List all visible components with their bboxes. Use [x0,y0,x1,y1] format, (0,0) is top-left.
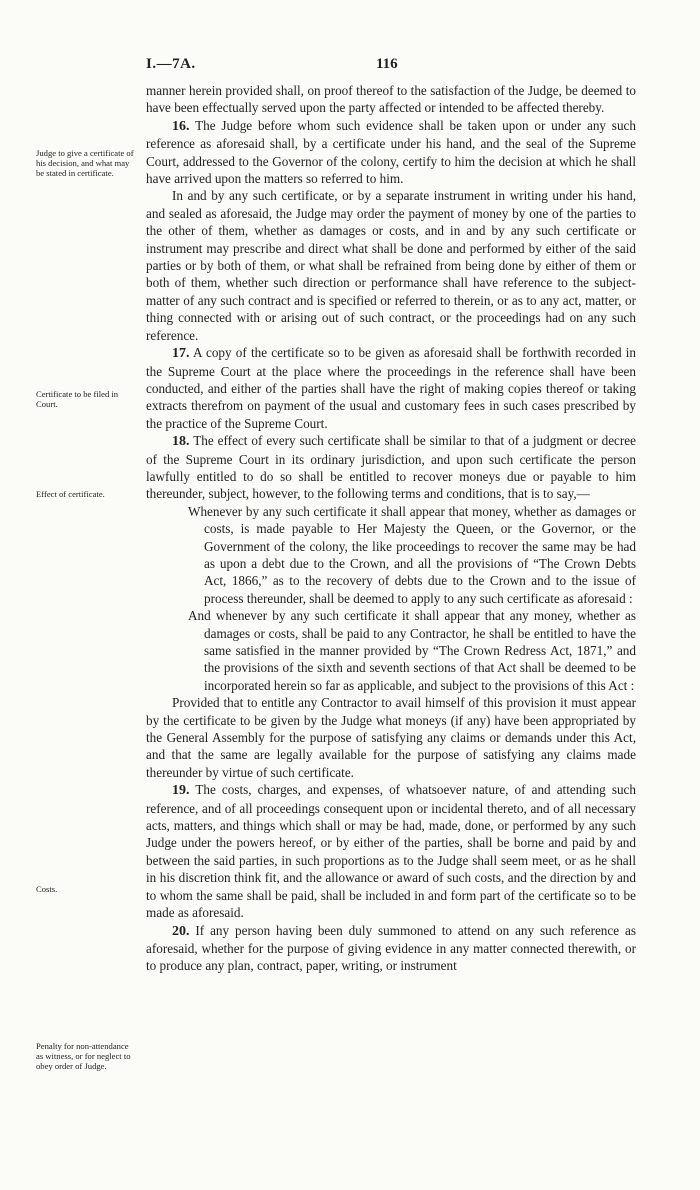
section-20-text: If any person having been duly summoned to attend on any such reference as aforesaid, whether for the purpose of giving evidence in any matter connected therewith, or to produce any plan, contract, paper, writing, or instrument [146,922,636,974]
section-16-paragraph-2: In and by any such certificate, or by a separate instrument in writing under his hand, and sealed as aforesaid, the Judge may order the payment of money by one of the parties to the other of them, whether as damages or costs, and in and by any such certificate or instrument may prescribe and direct what shall be done and performed by either of the said parties or by both of them, or what shall be refrained from being done by either of them or both of them, whether such direction or performance shall have reference to the subject-matter of any such contract and is specified or referred to therein, or as to any act, matter, or thing connected with or arising out of such contract, or the proceedings had on any such reference. [146,188,636,343]
side-note-section-16: Judge to give a certificate of his decision, and what may be stated in certificate. [36,148,134,178]
section-19 [146,781,636,921]
document-body [146,82,636,975]
side-note-section-17: Certificate to be filed in Court. [36,389,119,409]
section-17 [146,344,636,432]
document-reference: I.—7A. [146,56,196,72]
section-18-text: The effect of every such certificate shall be similar to that of a judgment or decree of the Supreme Court in its ordinary jurisdiction, and upon such certificate the person lawfully entitled to do so shall be entitled to recover moneys due or payable to him thereunder, subject, however, to the following terms and conditions, that is to say,— [146,433,636,502]
section-16-text: The Judge before whom such evidence shall be taken upon or under any such reference as aforesaid shall, by a certificate under his hand, and the seal of the Supreme Court, addressed to the Governor of the colony, certify to him the decision at which he shall have arrived upon the matters so referred to him. [146,117,636,187]
section-18-number: 18. [172,434,190,450]
section-16-number: 16. [172,118,190,134]
section-20 [146,922,636,975]
section-18-clause-1: Whenever by any such certificate it shall appear that money, whether as damages or costs, is made payable to Her Majesty the Queen, or the Governor, or the Government of the colony, the like proceedings to recover the same may be had as upon a debt due to the Crown, and all the provisions of “The Crown Debts Act, 1866,” as to the recovery of debts due to the Crown and to the issue of process thereunder, shall be deemed to apply to any such certificate as aforesaid : [188,503,636,606]
section-17-number: 17. [172,346,190,362]
continued-paragraph: manner herein provided shall, on proof thereof to the satisfaction of the Judge, be deemed to have been effectually served upon the party affected or intended to be affected thereby. [146,83,636,116]
section-19-number: 19. [172,783,190,799]
section-18-clause-2: And whenever by any such certificate it shall appear that any money, whether as damages or costs, shall be paid to any Contractor, he shall be entitled to have the same satisfied in the manner provided by “The Crown Redress Act, 1871,” and the provisions of the sixth and seventh sections of that Act shall be deemed to be incorporated herein so far as applicable, and subject to the provisions of this Act : [188,608,636,693]
side-note-section-20: Penalty for non-attendance as witness, or for neglect to obey order of Judge. [36,1041,131,1071]
section-18-proviso: Provided that to entitle any Contractor to avail himself of this provision it must appear by the certificate to be given by the Judge what moneys (if any) have been appropriated by the General Assembly for the purpose of satisfying any claims or demands under this Act, and that the same are legally available for the purpose of satisfying any claims made thereunder by virtue of such certificate. [146,695,636,780]
section-16 [146,117,636,188]
section-19-text: The costs, charges, and expenses, of whatsoever nature, of and attending such reference, and of all proceedings consequent upon or incidental thereto, and of all necessary acts, matters, and things which shall or may be had, made, done, or performed by any such Judge under the powers hereof, or by either of the parties, shall be borne and paid by and between the said parties, in such proportions as to the Judge shall seem meet, or as he shall in his discretion think fit, and the allowance or award of such costs, and the direction by and to whom the same shall be paid, shall be included in and form part of the certificate so to be made as aforesaid. [146,782,636,921]
section-18 [146,432,636,503]
section-17-text: A copy of the certificate so to be given as aforesaid shall be forthwith recorded in the Supreme Court at the place where the proceedings in the reference shall have been conducted, and either of the parties shall have the right of making copies thereof or taking extracts therefrom on payment of the usual and customary fees in such cases prescribed by the practice of the Supreme Court. [146,345,636,431]
page-number: 116 [376,56,398,72]
side-note-section-18: Effect of certificate. [36,489,105,499]
side-note-section-19: Costs. [36,884,58,894]
section-20-number: 20. [172,923,190,939]
